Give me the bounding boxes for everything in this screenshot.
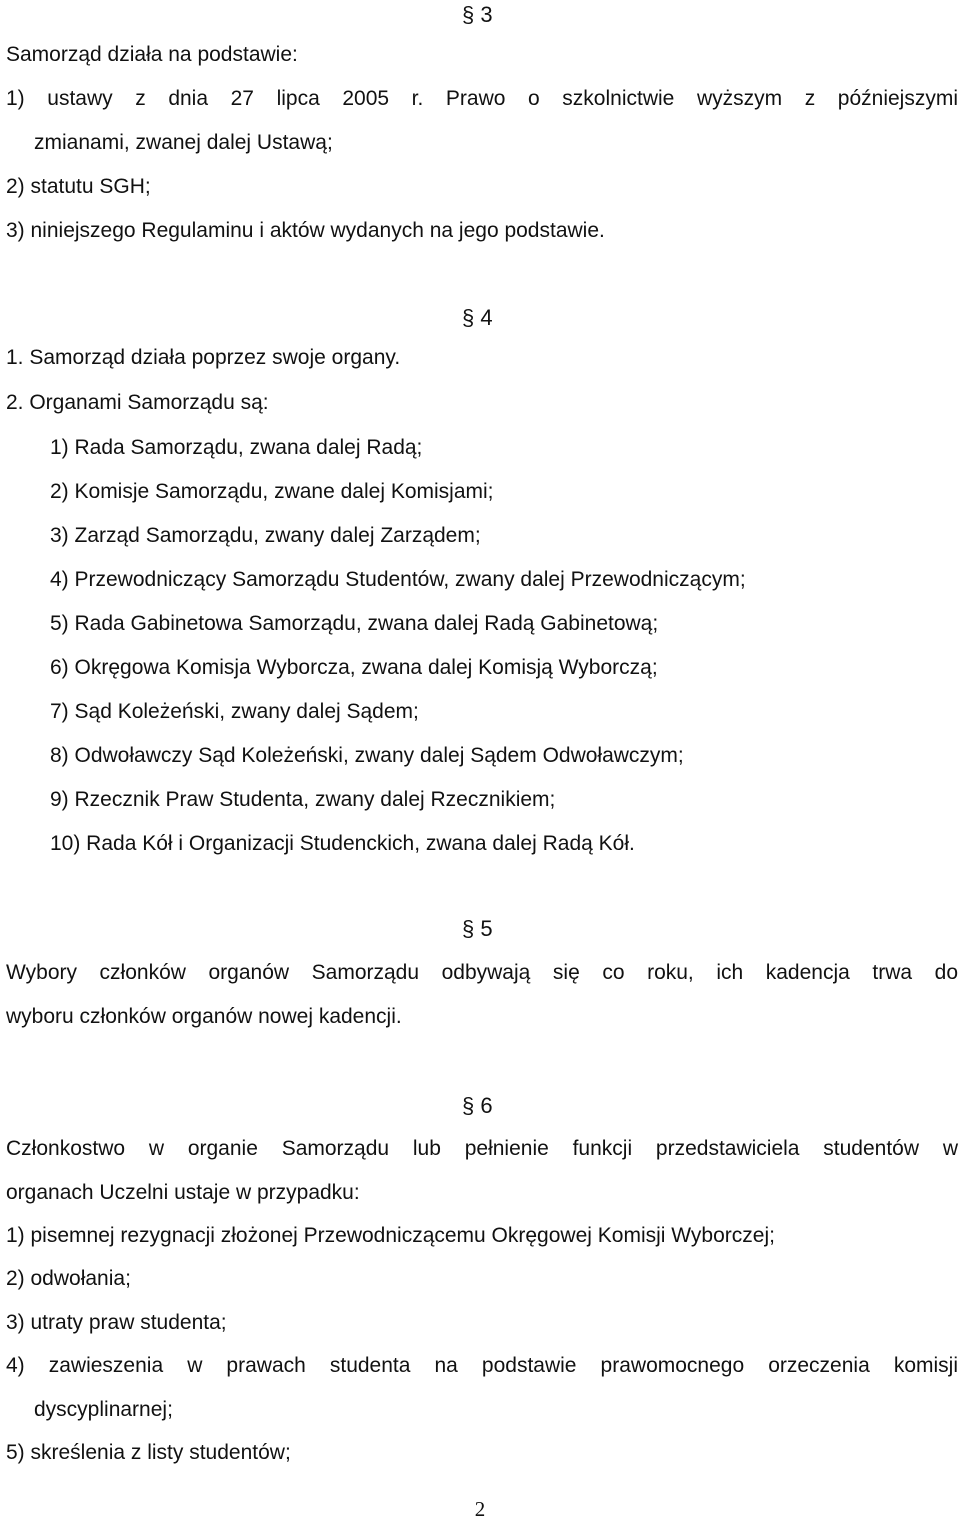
section-5-heading: § 5 — [462, 916, 493, 941]
section-3-item: 1) ustawy z dnia 27 lipca 2005 r. Prawo o szkolnictwie wyższym z późniejszymi — [6, 87, 958, 110]
organ-list-item: 4) Przewodniczący Samorządu Studentów, zwany dalej Przewodniczącym; — [50, 568, 746, 591]
section-6-item: 4) zawieszenia w prawach studenta na podstawie prawomocnego orzeczenia komisji — [6, 1354, 958, 1377]
section-3-item: zmianami, zwanej dalej Ustawą; — [34, 131, 333, 154]
organ-list-item: 1) Rada Samorządu, zwana dalej Radą; — [50, 436, 423, 459]
page-number: 2 — [474, 1497, 486, 1521]
section-6-text: organach Uczelni ustaje w przypadku: — [6, 1181, 360, 1204]
organ-list-item: 3) Zarząd Samorządu, zwany dalej Zarządem; — [50, 524, 481, 547]
section-3-intro: Samorząd działa na podstawie: — [6, 43, 298, 66]
organ-list-item: 8) Odwoławczy Sąd Koleżeński, zwany dalej Sądem Odwoławczym; — [50, 744, 684, 767]
organ-list-item: 10) Rada Kół i Organizacji Studenckich, zwana dalej Radą Kół. — [50, 832, 635, 855]
section-6-item: dyscyplinarnej; — [34, 1398, 173, 1421]
section-6-text: Członkostwo w organie Samorządu lub pełnienie funkcji przedstawiciela studentów w — [6, 1137, 958, 1160]
organ-list-item: 9) Rzecznik Praw Studenta, zwany dalej Rzecznikiem; — [50, 788, 556, 811]
section-4-heading: § 4 — [462, 305, 493, 330]
section-3-item: 3) niniejszego Regulaminu i aktów wydanych na jego podstawie. — [6, 219, 605, 242]
organ-list-item: 6) Okręgowa Komisja Wyborcza, zwana dalej Komisją Wyborczą; — [50, 656, 658, 679]
organ-list-item: 5) Rada Gabinetowa Samorządu, zwana dalej Radą Gabinetową; — [50, 612, 659, 635]
organ-list-item: 2) Komisje Samorządu, zwane dalej Komisjami; — [50, 480, 494, 503]
section-6-item: 1) pisemnej rezygnacji złożonej Przewodniczącemu Okręgowej Komisji Wyborczej; — [6, 1224, 775, 1247]
section-6-item: 3) utraty praw studenta; — [6, 1311, 227, 1334]
section-4-point-1: 1. Samorząd działa poprzez swoje organy. — [6, 346, 401, 369]
section-5-text: Wybory członków organów Samorządu odbywają się co roku, ich kadencja trwa do — [6, 961, 958, 984]
section-6-item: 5) skreślenia z listy studentów; — [6, 1441, 291, 1464]
organ-list-item: 7) Sąd Koleżeński, zwany dalej Sądem; — [50, 700, 419, 723]
section-3-item: 2) statutu SGH; — [6, 175, 151, 198]
section-4-point-2: 2. Organami Samorządu są: — [6, 391, 269, 414]
section-3-heading: § 3 — [462, 2, 493, 27]
section-6-item: 2) odwołania; — [6, 1267, 131, 1290]
section-6-heading: § 6 — [462, 1093, 493, 1118]
section-5-text: wyboru członków organów nowej kadencji. — [6, 1005, 402, 1028]
